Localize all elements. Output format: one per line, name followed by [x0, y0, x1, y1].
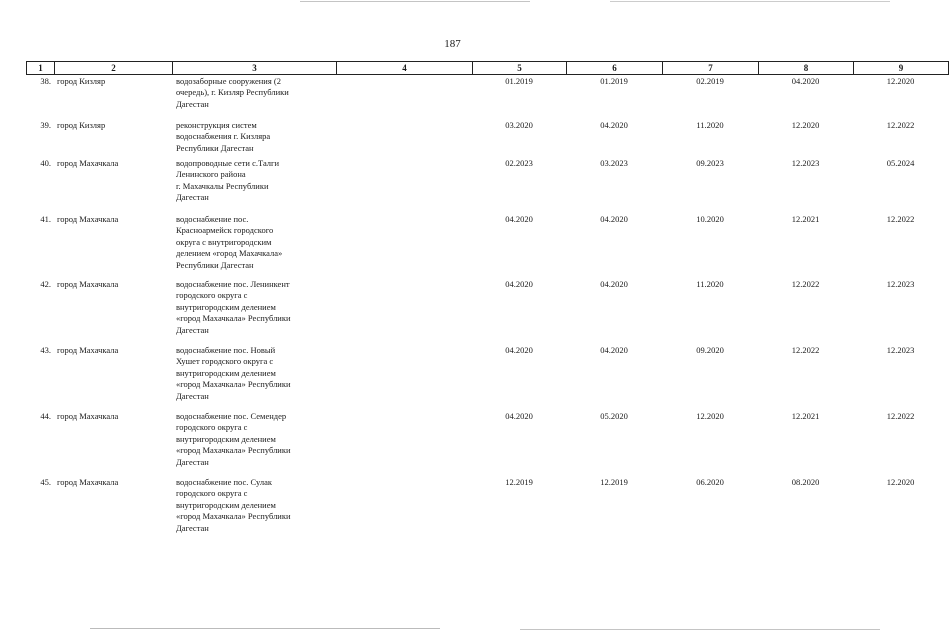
row-col-6: 05.2020	[600, 411, 628, 421]
table-row	[26, 74, 915, 118]
row-col-7: 12.2020	[696, 411, 724, 421]
row-col-6: 01.2019	[600, 76, 628, 86]
row-col-6: 04.2020	[600, 345, 628, 355]
row-col-9: 12.2023	[886, 279, 915, 289]
row-description: водоснабжение пос. Семендер городского округа с внутригородским делением «город Махачкала» Республики Дагестан	[176, 411, 291, 467]
scan-line-top-right	[610, 1, 890, 2]
row-col-8: 12.2023	[791, 158, 820, 168]
table-row	[26, 156, 915, 212]
row-col-7: 11.2020	[696, 120, 724, 130]
row-col-4	[336, 74, 472, 118]
table-body	[26, 74, 915, 541]
row-col-9: 12.2022	[886, 214, 915, 224]
row-number: 39.	[40, 120, 51, 130]
row-city: город Кизляр	[57, 120, 106, 130]
column-header-6: 6	[567, 62, 663, 75]
row-number: 38.	[40, 76, 51, 86]
table-row	[26, 409, 915, 475]
row-col-4	[336, 343, 472, 409]
row-col-5: 03.2020	[505, 120, 533, 130]
row-description: водоснабжение пос. Сулак городского округа с внутригородским делением «город Махачкала» Республики Дагестан	[176, 477, 291, 533]
row-description: водоснабжение пос. Красноармейск городского округа с внутригородским делением «город Махачкала» Республики Дагестан	[176, 214, 283, 270]
row-col-9: 12.2023	[886, 345, 915, 355]
row-number: 42.	[40, 279, 51, 289]
row-number: 40.	[40, 158, 51, 168]
row-col-8: 12.2022	[791, 279, 820, 289]
row-col-8: 08.2020	[791, 477, 820, 487]
row-col-8: 12.2020	[791, 120, 820, 130]
row-col-4	[336, 118, 472, 156]
row-col-9: 12.2022	[886, 120, 915, 130]
row-col-6: 04.2020	[600, 279, 628, 289]
column-header-row	[27, 62, 949, 75]
row-col-6: 03.2023	[600, 158, 628, 168]
row-description: реконструкция систем водоснабжения г. Кизляра Республики Дагестан	[176, 120, 271, 153]
row-number: 44.	[40, 411, 51, 421]
row-col-9: 05.2024	[886, 158, 915, 168]
row-col-6: 12.2019	[600, 477, 628, 487]
row-col-7: 09.2023	[696, 158, 724, 168]
row-col-4	[336, 475, 472, 541]
row-city: город Махачкала	[57, 411, 119, 421]
row-number: 43.	[40, 345, 51, 355]
row-col-6: 04.2020	[600, 120, 628, 130]
row-col-8: 12.2022	[791, 345, 820, 355]
column-header-4: 4	[337, 62, 473, 75]
row-city: город Махачкала	[57, 214, 119, 224]
scan-line-bottom	[90, 628, 440, 629]
row-col-7: 06.2020	[696, 477, 724, 487]
row-col-5: 04.2020	[505, 345, 533, 355]
scan-line-top	[300, 1, 530, 2]
row-description: водопроводные сети с.Талги Ленинского района г. Махачкалы Республики Дагестан	[176, 158, 280, 203]
column-header-3: 3	[173, 62, 337, 75]
table-row	[26, 475, 915, 541]
row-description: водозаборные сооружения (2 очередь), г. Кизляр Республики Дагестан	[176, 76, 289, 109]
row-col-4	[336, 212, 472, 277]
row-description: водоснабжение пос. Ленинкент городского округа с внутригородским делением «город Махачкала» Республики Дагестан	[176, 279, 291, 335]
column-header-9: 9	[854, 62, 949, 75]
table-row	[26, 212, 915, 277]
row-col-7: 09.2020	[696, 345, 724, 355]
row-col-5: 12.2019	[505, 477, 533, 487]
row-col-8: 12.2021	[791, 411, 820, 421]
table-row	[26, 277, 915, 343]
column-header-5: 5	[473, 62, 567, 75]
column-header-7: 7	[663, 62, 759, 75]
row-city: город Махачкала	[57, 158, 119, 168]
row-col-7: 02.2019	[696, 76, 724, 86]
row-col-6: 04.2020	[600, 214, 628, 224]
table-row	[26, 118, 915, 156]
row-col-8: 04.2020	[791, 76, 820, 86]
column-header-8: 8	[759, 62, 854, 75]
row-col-5: 04.2020	[505, 279, 533, 289]
row-col-7: 11.2020	[696, 279, 724, 289]
scan-line-bottom-right	[520, 629, 880, 630]
row-col-5: 01.2019	[505, 76, 533, 86]
page-number: 187	[444, 38, 461, 50]
row-col-4	[336, 156, 472, 212]
row-col-7: 10.2020	[696, 214, 724, 224]
row-col-4	[336, 409, 472, 475]
row-col-5: 04.2020	[505, 214, 533, 224]
row-city: город Махачкала	[57, 279, 119, 289]
column-header-table	[26, 61, 949, 75]
row-number: 45.	[40, 477, 51, 487]
row-col-5: 04.2020	[505, 411, 533, 421]
row-number: 41.	[40, 214, 51, 224]
row-description: водоснабжение пос. Новый Хушет городского округа с внутригородским делением «город Махачкала» Республики Дагестан	[176, 345, 291, 401]
row-col-9: 12.2022	[886, 411, 915, 421]
column-header-1: 1	[27, 62, 55, 75]
row-city: город Кизляр	[57, 76, 106, 86]
row-city: город Махачкала	[57, 477, 119, 487]
row-col-5: 02.2023	[505, 158, 533, 168]
column-header-2: 2	[55, 62, 173, 75]
row-col-9: 12.2020	[886, 76, 915, 86]
row-col-9: 12.2020	[886, 477, 915, 487]
row-city: город Махачкала	[57, 345, 119, 355]
table-row	[26, 343, 915, 409]
row-col-8: 12.2021	[791, 214, 820, 224]
row-col-4	[336, 277, 472, 343]
